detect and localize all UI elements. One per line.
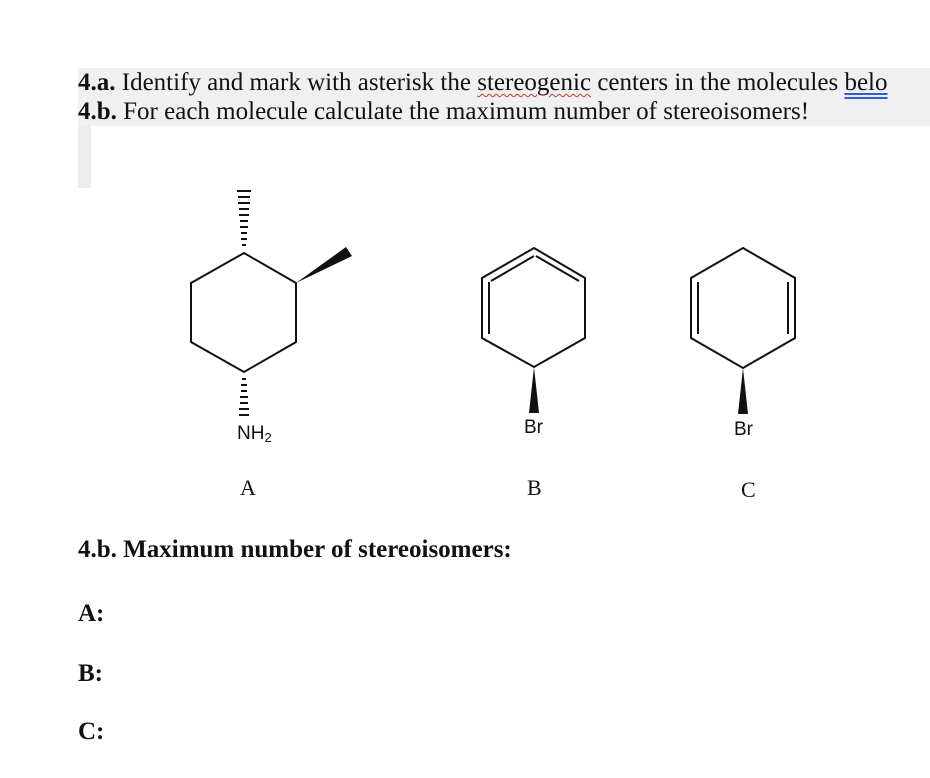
molecule-a-substituent: $NH_2$: [237, 423, 272, 445]
answer-section-title: 4.b. Maximum number of stereoisomers:: [78, 536, 512, 563]
molecule-a-label: A: [240, 475, 256, 500]
question-4b-text: For each molecule calculate the maximum number of stereoisomers!: [116, 98, 810, 125]
answer-row-c: C:: [78, 718, 105, 745]
molecule-b-structure: [482, 248, 585, 367]
molecule-a-hashed-bond-bottom: [239, 378, 249, 416]
molecule-c-ring: [691, 248, 795, 368]
question-4a-text: Identify and mark with asterisk the: [115, 69, 478, 96]
molecule-b-wedge-bond: [529, 367, 539, 413]
question-4b-number: 4.b.: [78, 98, 117, 125]
answer-row-a: A:: [78, 600, 105, 627]
molecule-c-wedge-bond: [738, 368, 748, 414]
question-4a-cut-word[interactable]: belo: [844, 69, 888, 96]
molecule-a-hashed-bond-top: [237, 190, 251, 246]
question-4a-text-mid: centers in the molecules: [591, 69, 845, 96]
answer-row-b: B:: [78, 660, 103, 687]
molecule-c-structure: [691, 248, 795, 368]
molecule-c-label: C: [741, 477, 756, 502]
molecule-b-ring: [482, 248, 585, 367]
molecule-b-substituent: Br: [524, 417, 543, 438]
molecule-c-substituent: Br: [734, 419, 753, 440]
spellcheck-flagged-word[interactable]: stereogenic: [477, 69, 592, 96]
molecule-b-label: B: [527, 475, 542, 500]
molecule-a-ring: [191, 253, 296, 372]
question-4a-number: 4.a.: [78, 69, 116, 96]
molecule-a-structure: [191, 253, 296, 372]
molecule-a-wedge-bond: [296, 247, 352, 283]
